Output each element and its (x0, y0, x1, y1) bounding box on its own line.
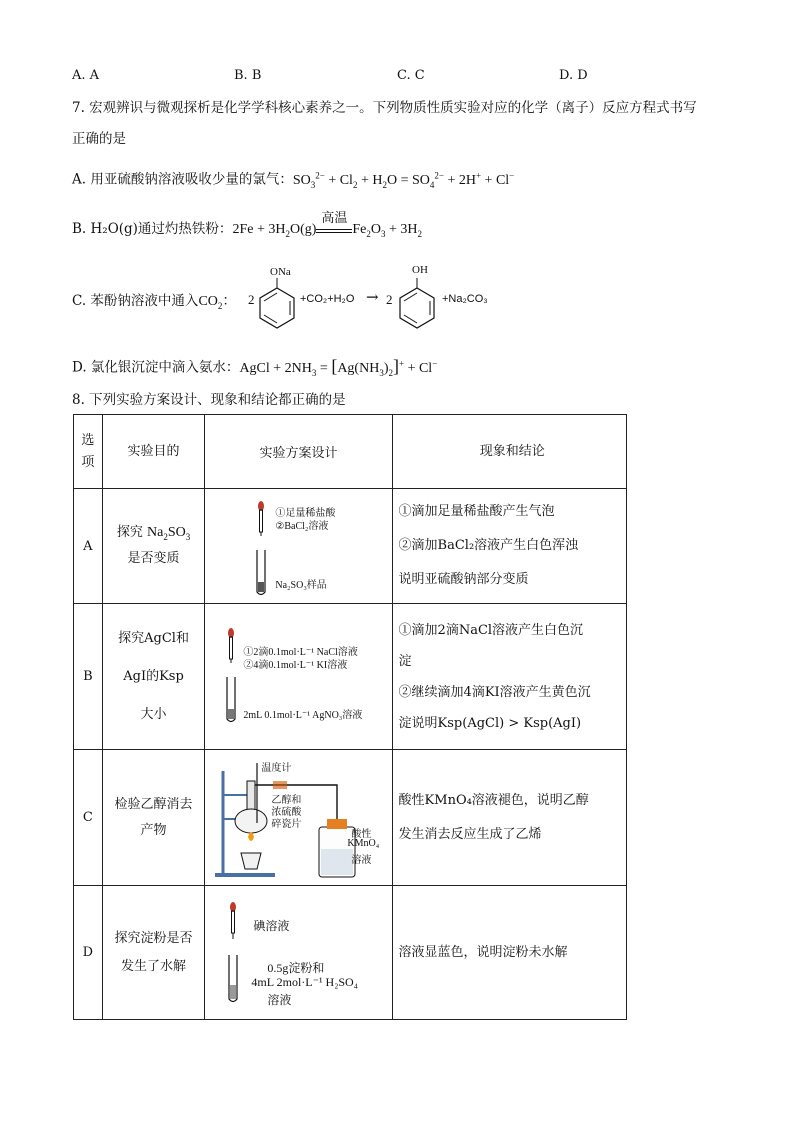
option-d: D. D (559, 68, 588, 83)
table-row (74, 886, 627, 1020)
header-goal: 实验目的 (102, 415, 205, 489)
row-c-design: 温度计 乙醇和 浓硫酸 碎瓷片 酸性 KMnO₄ 溶液 (205, 750, 392, 886)
q7-option-a (72, 162, 514, 197)
header-design: 实验方案设计 (205, 415, 392, 489)
q7-option-b-label: B. H₂O(g)通过灼热铁粉： (72, 221, 233, 237)
header-option: 选项 (74, 415, 103, 489)
table-header-row (74, 415, 627, 489)
row-a-design: ①足量稀盐酸 ②BaCl₂溶液 Na₂SO₃样品 (205, 489, 392, 604)
row-b-result: ①滴加2滴NaCl溶液产生白色沉 淀 ②继续滴加4滴KI溶液产生黄色沉 淀说明Ksp(AgCl) > Ksp(AgI) (392, 604, 626, 750)
q7-option-c-label: C. 苯酚钠溶液中通入 (72, 293, 199, 309)
row-d-result: 溶液显蓝色，说明淀粉未水解 (392, 886, 626, 1020)
row-b-design: ①2滴0.1mol·L⁻¹ NaCl溶液 ②4滴0.1mol·L⁻¹ KI溶液 2mL 0.1mol·L⁻¹ AgNO₃溶液 (205, 604, 392, 750)
q7-option-c: C. 苯酚钠溶液中通入$CO_2$： (72, 293, 237, 311)
row-c-option: C (74, 750, 103, 886)
q7-c-coef-2: 2 (386, 292, 393, 307)
table-row (74, 604, 627, 750)
q7-c-product: +Na₂CO₃ (442, 293, 488, 305)
header-result: 现象和结论 (392, 415, 626, 489)
experiment-table (73, 414, 627, 1020)
dropper-and-test-tube-icon (225, 901, 245, 1005)
row-c-goal: 检验乙醇消去 产物 (102, 750, 205, 886)
table-row (74, 750, 627, 886)
row-d-goal: 探究淀粉是否 发生了水解 (102, 886, 205, 1020)
arrow-icon: → (366, 288, 379, 306)
q7-option-b (72, 209, 423, 247)
dropper-and-test-tube-icon (223, 627, 243, 725)
q7-option-d-label: D. 氯化银沉淀中滴入氨水： (72, 359, 240, 376)
q7-c-ring2-sub: OH (412, 264, 428, 276)
row-d-option: D (74, 886, 103, 1020)
q7-option-b-condition: 高温 (321, 209, 348, 225)
q7-option-a-label: A. 用亚硫酸钠溶液吸收少量的氯气： (72, 171, 293, 188)
option-b: B. B (234, 68, 262, 83)
q7-option-b-equation: $2Fe + 3H_2O(g)$ 高温 $Fe_2O_3 + 3H_2$ (232, 222, 422, 237)
row-b-option: B (74, 604, 103, 750)
q7-stem-line1: 7. 宏观辨识与微观探析是化学学科核心素养之一。下列物质性质实验对应的化学（离子）反应方程式书写 (72, 100, 697, 116)
row-b-goal: 探究AgCl和 AgI的Ksp 大小 (102, 604, 205, 750)
q7-c-coef-1: 2 (248, 292, 255, 307)
table-row (74, 489, 627, 604)
row-a-result: ①滴加足量稀盐酸产生气泡 ②滴加BaCl₂溶液产生白色浑浊 说明亚硫酸钠部分变质 (392, 489, 626, 604)
dropper-and-test-tube-icon (253, 500, 273, 598)
q7-c-reagents: +CO₂+H₂O (300, 293, 355, 305)
previous-question-options (72, 68, 632, 86)
row-a-goal: 探究 $Na_2SO_3$ 是否变质 (102, 489, 205, 604)
q7-stem-line2: 正确的是 (72, 131, 126, 147)
q7-option-d (72, 350, 437, 385)
option-c: C. C (397, 68, 425, 83)
row-d-design: 碘溶液 0.5g淀粉和 4mL 2mol·L⁻¹ H₂SO₄ 溶液 (205, 886, 392, 1020)
row-c-result: 酸性KMnO₄溶液褪色，说明乙醇 发生消去反应生成了乙烯 (392, 750, 626, 886)
q7-option-d-equation: AgCl + $2NH_3 = [Ag(NH_3)_2]^+ + Cl^-$ (239, 355, 438, 378)
q7-option-a-equation: $SO_3^{2-} + Cl_2 + H_2O = SO_4^{2-} + 2H^+ + Cl^-$ (292, 170, 515, 190)
row-a-option: A (74, 489, 103, 604)
q8-stem: 8. 下列实验方案设计、现象和结论都正确的是 (72, 392, 346, 408)
q7-c-ring1-sub: ONa (270, 266, 291, 278)
option-a: A. A (72, 68, 100, 83)
